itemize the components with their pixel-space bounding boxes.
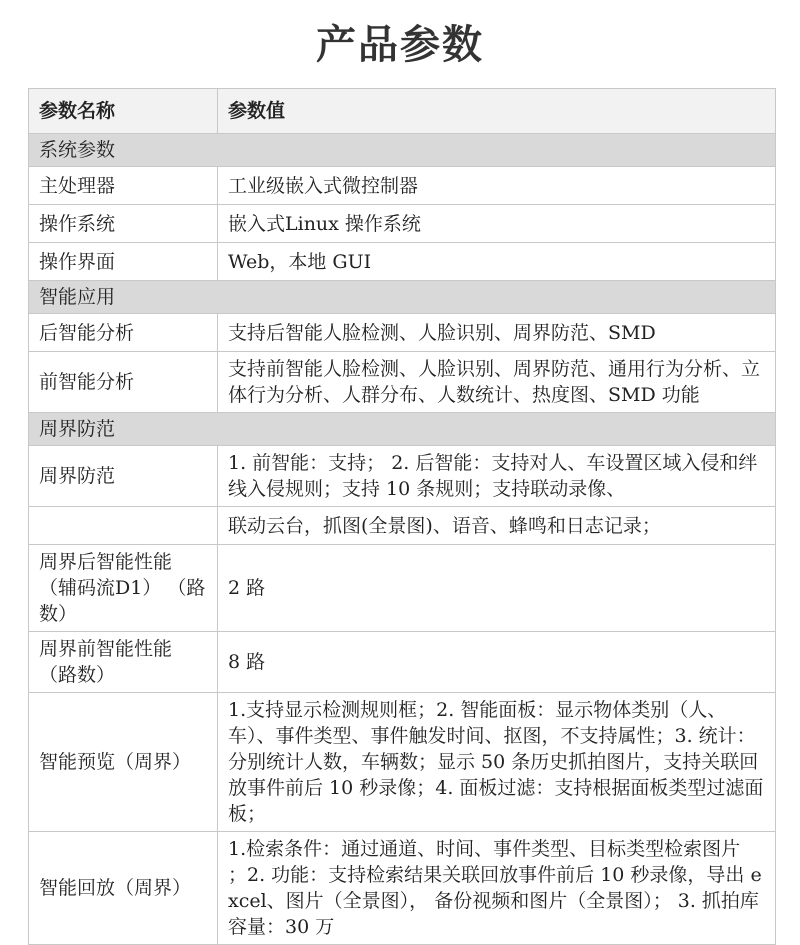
header-param-name: 参数名称 xyxy=(29,89,218,134)
param-value: 支持前智能人脸检测、人脸识别、周界防范、通用行为分析、立体行为分析、人群分布、人数统计、热度图、SMD 功能 xyxy=(218,352,776,413)
param-value: 8 路 xyxy=(218,632,776,693)
param-value: 1. 前智能：支持； 2. 后智能：支持对人、车设置区域入侵和绊线入侵规则；支持 10 条规则；支持联动录像、 xyxy=(218,446,776,507)
table-row xyxy=(29,693,776,832)
param-value: 嵌入式Linux 操作系统 xyxy=(218,205,776,243)
section-row-perimeter xyxy=(29,413,776,446)
table-row xyxy=(29,243,776,281)
table-row xyxy=(29,545,776,632)
param-name: 后智能分析 xyxy=(29,314,218,352)
param-name: 智能回放（周界） xyxy=(29,832,218,945)
param-name: 周界前智能性能（路数） xyxy=(29,632,218,693)
section-title: 周界防范 xyxy=(29,413,776,446)
header-param-value: 参数值 xyxy=(218,89,776,134)
param-name: 主处理器 xyxy=(29,167,218,205)
section-row-system xyxy=(29,134,776,167)
table-row xyxy=(29,167,776,205)
param-value: 支持后智能人脸检测、人脸识别、周界防范、SMD xyxy=(218,314,776,352)
param-value: 联动云台，抓图(全景图)、语音、蜂鸣和日志记录； xyxy=(218,507,776,545)
section-title: 智能应用 xyxy=(29,281,776,314)
table-row xyxy=(29,632,776,693)
param-name xyxy=(29,507,218,545)
spec-table xyxy=(28,88,776,945)
table-header-row xyxy=(29,89,776,134)
table-row xyxy=(29,314,776,352)
table-row xyxy=(29,446,776,507)
section-title: 系统参数 xyxy=(29,134,776,167)
param-value: 2 路 xyxy=(218,545,776,632)
table-row xyxy=(29,832,776,945)
param-name: 智能预览（周界） xyxy=(29,693,218,832)
page-title: 产品参数 xyxy=(316,22,484,68)
param-name: 前智能分析 xyxy=(29,352,218,413)
param-value: 1.支持显示检测规则框；2. 智能面板：显示物体类别（人、车）、事件类型、事件触发时间、抠图，不支持属性；3. 统计：分别统计人数，车辆数；显示 50 条历史抓拍图片，支持关联回放事件前后 10 秒录像；4. 面板过滤：支持根据面板类型过滤面板； xyxy=(218,693,776,832)
param-value: 1.检索条件：通过通道、时间、事件类型、目标类型检索图片 ；2. 功能：支持检索结果关联回放事件前后 10 秒录像，导出 excel、图片（全景图）， 备份视频和图片（全景图）； 3. 抓拍库容量：30 万 xyxy=(218,832,776,945)
param-name: 周界防范 xyxy=(29,446,218,507)
param-value: Web，本地 GUI xyxy=(218,243,776,281)
table-row xyxy=(29,205,776,243)
param-name: 周界后智能性能（辅码流D1） （路数） xyxy=(29,545,218,632)
param-name: 操作系统 xyxy=(29,205,218,243)
section-row-smart xyxy=(29,281,776,314)
param-value: 工业级嵌入式微控制器 xyxy=(218,167,776,205)
table-row xyxy=(29,352,776,413)
table-row xyxy=(29,507,776,545)
param-name: 操作界面 xyxy=(29,243,218,281)
